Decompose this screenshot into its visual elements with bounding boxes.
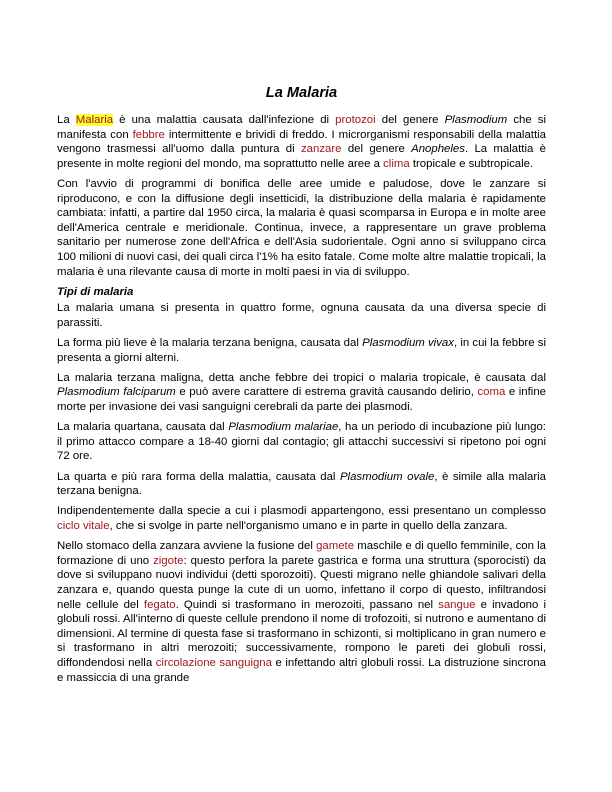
text-run: del genere [375, 114, 445, 126]
text-run: , in cui la febbre si presenta a giorni alterni. [57, 337, 546, 364]
text-run: . La malattia è presente in molte regioni del mondo, ma soprattutto nelle aree a [57, 143, 546, 170]
text-run: che si manifesta con [57, 114, 546, 141]
text-run: Indipendentemente dalla specie a cui i plasmodi appartengono, essi presentano un complesso [57, 505, 546, 518]
link-zanzare[interactable]: zanzare [300, 143, 342, 156]
text-run: La forma più lieve è la malaria terzana benigna, causata dal [57, 337, 363, 350]
link-gamete[interactable]: gamete [316, 540, 355, 553]
section-heading: Tipi di malaria [57, 285, 134, 298]
forms-paragraph: La malaria umana si presenta in quattro forme, ognuna causata da una diversa specie di parassiti. [57, 302, 546, 329]
mosquito-paragraph [57, 539, 546, 685]
text-run: e infettando altri globuli rossi. La distruzione sincrona e massiccia di una grande [57, 656, 546, 684]
intro-paragraph [57, 113, 546, 171]
text-run: e infine morte per invasione dei vasi sanguigni cerebrali da parte dei plasmodi. [57, 386, 546, 414]
text-run: intermittente e brividi di freddo. I microrganismi responsabili della malattia vengono trasmessi all'uomo dalla puntura di [57, 128, 546, 156]
text-run: La quarta e più rara forma della malattia, causata dal [57, 470, 340, 483]
text-run: è una malattia causata dall'infezione di [113, 114, 336, 126]
text-run: . Quindi si trasformano in merozoiti, passano nel [175, 598, 439, 611]
text-run: , ha un periodo di incubazione più lungo: il primo attacco compare a 18-40 giorni dal contagio; gli attacchi successivi si ripetono poi ogni 72 ore. [57, 421, 546, 463]
link-malaria[interactable]: Malaria [75, 114, 114, 126]
text-run: maschile e di quello femminile, con la formazione di uno [57, 540, 546, 567]
link-clima[interactable]: clima [383, 157, 410, 170]
link-fegato[interactable]: fegato [143, 598, 176, 611]
text-run: La malaria terzana maligna, detta anche febbre dei tropici o malaria tropicale, è causata dal [57, 371, 546, 384]
text-run: La [57, 114, 76, 126]
link-zigote[interactable]: zigote [153, 554, 184, 567]
text-run: La malaria quartana, causata dal [57, 421, 229, 434]
genus-name: Plasmodium [444, 114, 508, 126]
text-run: Nello stomaco della zanzara avviene la fusione del [57, 540, 317, 553]
species-name: Plasmodium malariae [228, 421, 339, 434]
species-name: Plasmodium falciparum [57, 386, 176, 399]
species-name: Plasmodium vivax [362, 337, 454, 350]
document-body [57, 113, 546, 691]
text-run: e invadono i globuli rossi. All'interno di queste cellule prendono il nome di trofozoiti, si nutrono e aumentano di dimensioni. Al termine di questa fase si trasformano in schizonti, si moltiplicano in gran numero e si trasformano in altri merozoiti; successivamente, rompono le pareti dei globuli rossi, diffondendosi nella [57, 598, 546, 669]
vivax-paragraph [57, 336, 546, 365]
link-ciclo-vitale[interactable]: ciclo vitale [57, 520, 110, 532]
lifecycle-paragraph [57, 504, 546, 533]
ovale-paragraph [57, 470, 546, 499]
distribution-paragraph: Con l'avvio di programmi di bonifica delle aree umide e paludose, dove le zanzare si riproducono, e con la diffusione degli insetticidi, la distribuzione della malaria è rapidamente cambiata: infatti, a partire dal 1950 circa, la malaria è quasi scomparsa in Europa e in molte aree dell'America centrale e meridionale. Continua, invece, a rappresentare un grave problema sanitario per numerose zone dell'Africa e dell'Asia sudorientale. Ogni anno si sviluppano circa 100 milioni di nuovi casi, dei quali circa l'1% ha esito fatale. Come molte altre malattie tropicali, la malaria è una rilevante causa di morte in molti paesi in via di sviluppo. [57, 177, 546, 278]
link-febbre[interactable]: febbre [132, 128, 165, 141]
link-protozoi[interactable]: protozoi [335, 114, 376, 126]
link-sangue[interactable]: sangue [438, 598, 476, 611]
species-name: Plasmodium ovale [339, 470, 435, 483]
text-run: del genere [341, 143, 412, 156]
text-run: : questo perfora la parete gastrica e forma una struttura (sporocisti) da dove si sviluppano nuovi individui (detti sporozoiti). Questi migrano nelle ghiandole salivari della zanzara e, quando questa punge la cute di un uomo, infettano il corpo di questo, infiltrandosi nelle cellule del [57, 554, 546, 611]
link-circolazione-sanguigna[interactable]: circolazione sanguigna [155, 656, 272, 669]
text-run: tropicale e subtropicale. [409, 157, 534, 170]
link-coma[interactable]: coma [477, 386, 506, 399]
falciparum-paragraph [57, 371, 546, 415]
text-run: , è simile alla malaria terzana benigna. [57, 470, 546, 498]
genus-name: Anopheles [411, 143, 465, 156]
malariae-paragraph [57, 420, 546, 464]
text-run: e può avere carattere di estrema gravità causando delirio, [175, 386, 478, 399]
page-title: La Malaria [265, 85, 338, 101]
text-run: , che si svolge in parte nell'organismo umano e in parte in quello della zanzara. [109, 520, 508, 532]
